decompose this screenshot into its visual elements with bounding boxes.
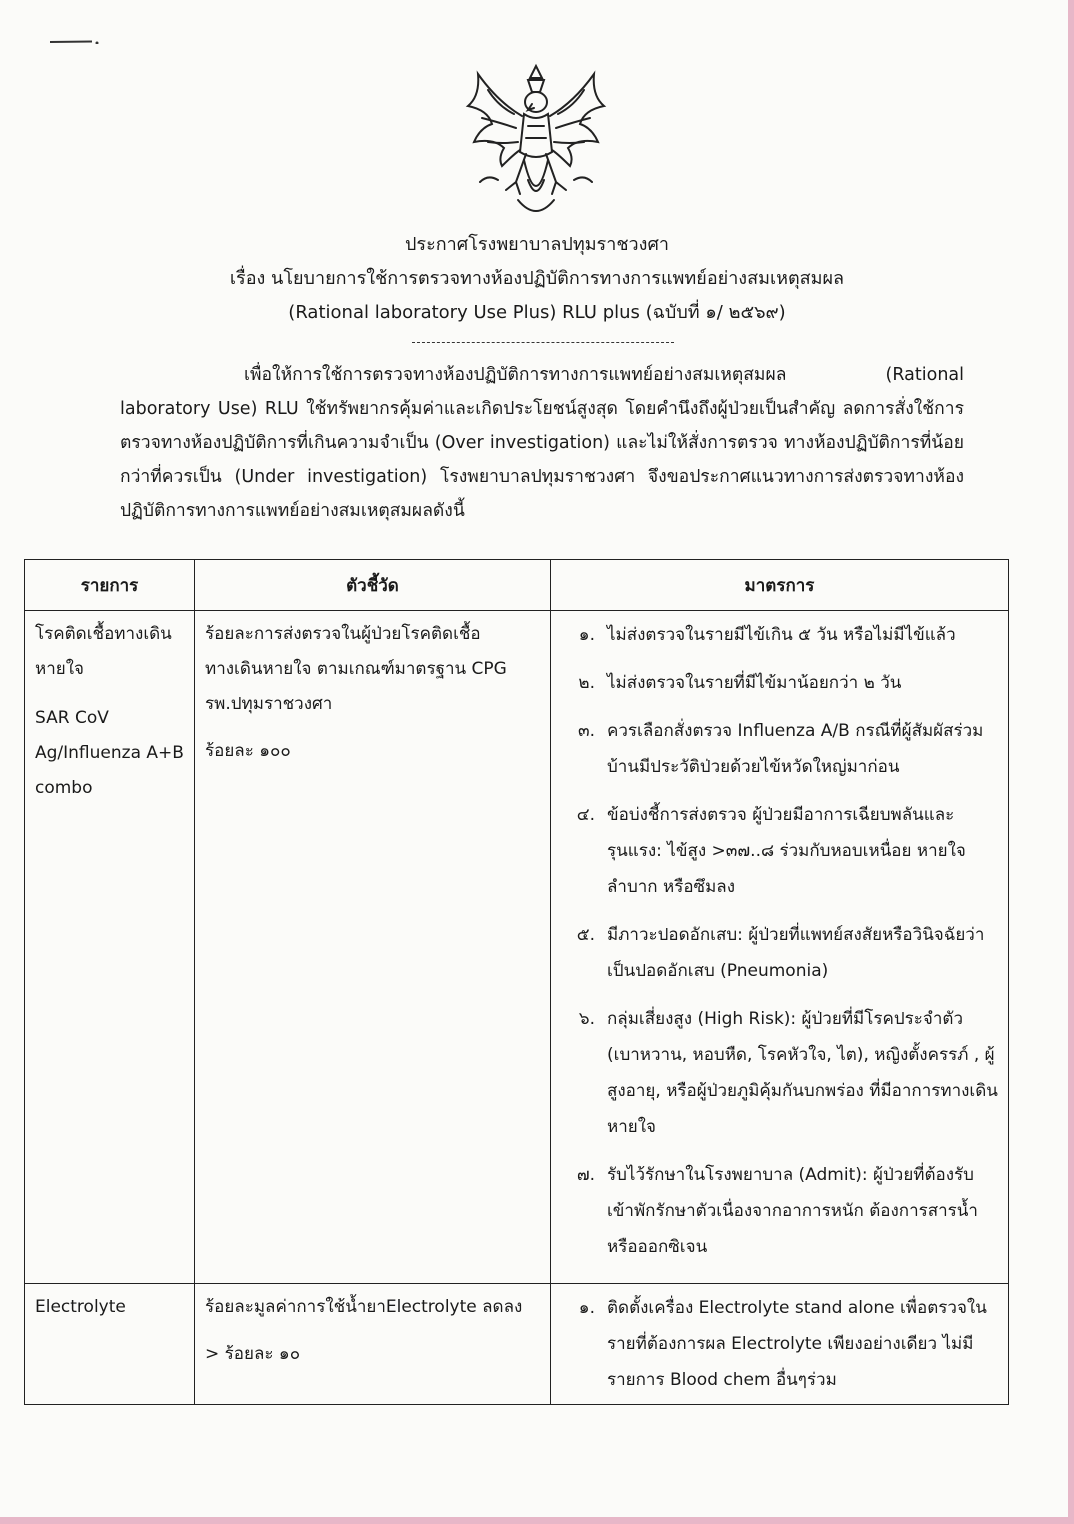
item-line: Electrolyte bbox=[35, 1297, 126, 1317]
paper-edge bbox=[0, 1517, 1074, 1524]
measure-text: ไม่ส่งตรวจในรายมีไข้เกิน ๕ วัน หรือไม่มีไข้แล้ว bbox=[607, 625, 956, 645]
indicator-cell bbox=[195, 1284, 551, 1405]
column-header-measures: มาตรการ bbox=[551, 560, 1009, 611]
measure-item bbox=[561, 665, 998, 701]
measure-number: ๑. bbox=[578, 1298, 595, 1318]
column-header-indicator: ตัวชี้วัด bbox=[195, 560, 551, 611]
item-cell bbox=[25, 611, 195, 1284]
announcement-header bbox=[0, 228, 1074, 330]
announcement-title: ประกาศโรงพยาบาลปทุมราชวงศา bbox=[405, 234, 669, 255]
indicator-line: ร้อยละมูลค่าการใช้น้ำยาElectrolyte ลดลง bbox=[205, 1297, 523, 1317]
indicator-line: รพ.ปทุมราชวงศา bbox=[205, 694, 333, 714]
measure-item bbox=[561, 1157, 998, 1265]
measure-text: มีภาวะปอดอักเสบ: ผู้ป่วยที่แพทย์สงสัยหรือวินิจฉัยว่าเป็นปอดอักเสบ (Pneumonia) bbox=[607, 925, 985, 981]
policy-table bbox=[24, 559, 1009, 1405]
measure-item bbox=[561, 917, 998, 989]
column-header-item: รายการ bbox=[25, 560, 195, 611]
measure-text: ไม่ส่งตรวจในรายที่มีไข้มาน้อยกว่า ๒ วัน bbox=[607, 673, 902, 693]
table-row bbox=[25, 611, 1009, 1284]
measures-cell bbox=[551, 1284, 1009, 1405]
intro-text: เพื่อให้การใช้การตรวจทางห้องปฏิบัติการทางการแพทย์อย่างสมเหตุสมผล (Rational laboratory Use) RLU ใช้ทรัพยากรคุ้มค่าและเกิดประโยชน์สูงสุด โดยคำนึงถึงผู้ป่วยเป็นสำคัญ ลดการสั่งใช้การตรวจทางห้องปฏิบัติการที่เกินความจำเป็น (Over investigation) และไม่ให้สั่งการตรวจ ทางห้องปฏิบัติการที่น้อยกว่าที่ควรเป็น (Under investigation) โรงพยาบาลปทุมราชวงศา จึงขอประกาศแนวทางการส่งตรวจทางห้องปฏิบัติการทางการแพทย์อย่างสมเหตุสมผลดังนี้ bbox=[120, 365, 964, 521]
measures-cell bbox=[551, 611, 1009, 1284]
garuda-emblem-icon bbox=[458, 62, 614, 222]
measure-item bbox=[561, 1290, 998, 1398]
measure-number: ๖. bbox=[578, 1009, 595, 1029]
measure-item bbox=[561, 617, 998, 653]
item-line: โรคติดเชื้อทางเดิน bbox=[35, 624, 172, 644]
measure-text: ควรเลือกสั่งตรวจ Influenza A/B กรณีที่ผู้สัมผัสร่วมบ้านมีประวัติป่วยด้วยไข้หวัดใหญ่มาก่อน bbox=[607, 721, 984, 777]
item-line: SAR CoV bbox=[35, 708, 109, 728]
indicator-cell bbox=[195, 611, 551, 1284]
measure-number: ๗. bbox=[576, 1165, 595, 1185]
indicator-line: > ร้อยละ ๑๐ bbox=[205, 1344, 301, 1364]
indicator-line: ทางเดินหายใจ ตามเกณฑ์มาตรฐาน CPG bbox=[205, 659, 507, 679]
item-line: หายใจ bbox=[35, 659, 84, 679]
measure-text: รับไว้รักษาในโรงพยาบาล (Admit): ผู้ป่วยที่ต้องรับเข้าพักรักษาตัวเนื่องจากอาการหนัก ต้องการสารน้ำ หรือออกซิเจน bbox=[607, 1165, 978, 1257]
item-line: Ag/Influenza A+B bbox=[35, 743, 184, 763]
announcement-subject: เรื่อง นโยบายการใช้การตรวจทางห้องปฏิบัติการทางการแพทย์อย่างสมเหตุสมผล bbox=[229, 268, 845, 289]
indicator-line: ร้อยละ ๑๐๐ bbox=[205, 741, 291, 761]
measure-text: ติดตั้งเครื่อง Electrolyte stand alone เพื่อตรวจในรายที่ต้องการผล Electrolyte เพียงอย่างเดียว ไม่มีรายการ Blood chem อื่นๆร่วม bbox=[607, 1298, 987, 1390]
intro-paragraph bbox=[120, 358, 964, 528]
table-header-row bbox=[25, 560, 1009, 611]
indicator-line: ร้อยละการส่งตรวจในผู้ป่วยโรคติดเชื้อ bbox=[205, 624, 481, 644]
dashed-divider bbox=[412, 342, 674, 343]
measure-item bbox=[561, 1001, 998, 1145]
item-line: combo bbox=[35, 778, 93, 798]
measure-item bbox=[561, 797, 998, 905]
measure-number: ๔. bbox=[576, 805, 595, 825]
table-row bbox=[25, 1284, 1009, 1405]
measure-number: ๒. bbox=[578, 673, 595, 693]
item-cell bbox=[25, 1284, 195, 1405]
measure-number: ๑. bbox=[578, 625, 595, 645]
scan-mark bbox=[48, 40, 100, 44]
measure-text: ข้อบ่งชี้การส่งตรวจ ผู้ป่วยมีอาการเฉียบพลันและรุนแรง: ไข้สูง >๓๗..๘ ร่วมกับหอบเหนื่อย หายใจลำบาก หรือซึมลง bbox=[607, 805, 966, 897]
measure-number: ๓. bbox=[577, 721, 595, 741]
measure-text: กลุ่มเสี่ยงสูง (High Risk): ผู้ป่วยที่มีโรคประจำตัว (เบาหวาน, หอบหืด, โรคหัวใจ, ไต), หญิงตั้งครรภ์ , ผู้สูงอายุ, หรือผู้ป่วยภูมิคุ้มกันบกพร่อง ที่มีอาการทางเดินหายใจ bbox=[607, 1009, 998, 1137]
measure-number: ๕. bbox=[576, 925, 595, 945]
measure-item bbox=[561, 713, 998, 785]
announcement-edition: (Rational laboratory Use Plus) RLU plus (ฉบับที่ ๑/ ๒๕๖๙) bbox=[288, 302, 786, 323]
